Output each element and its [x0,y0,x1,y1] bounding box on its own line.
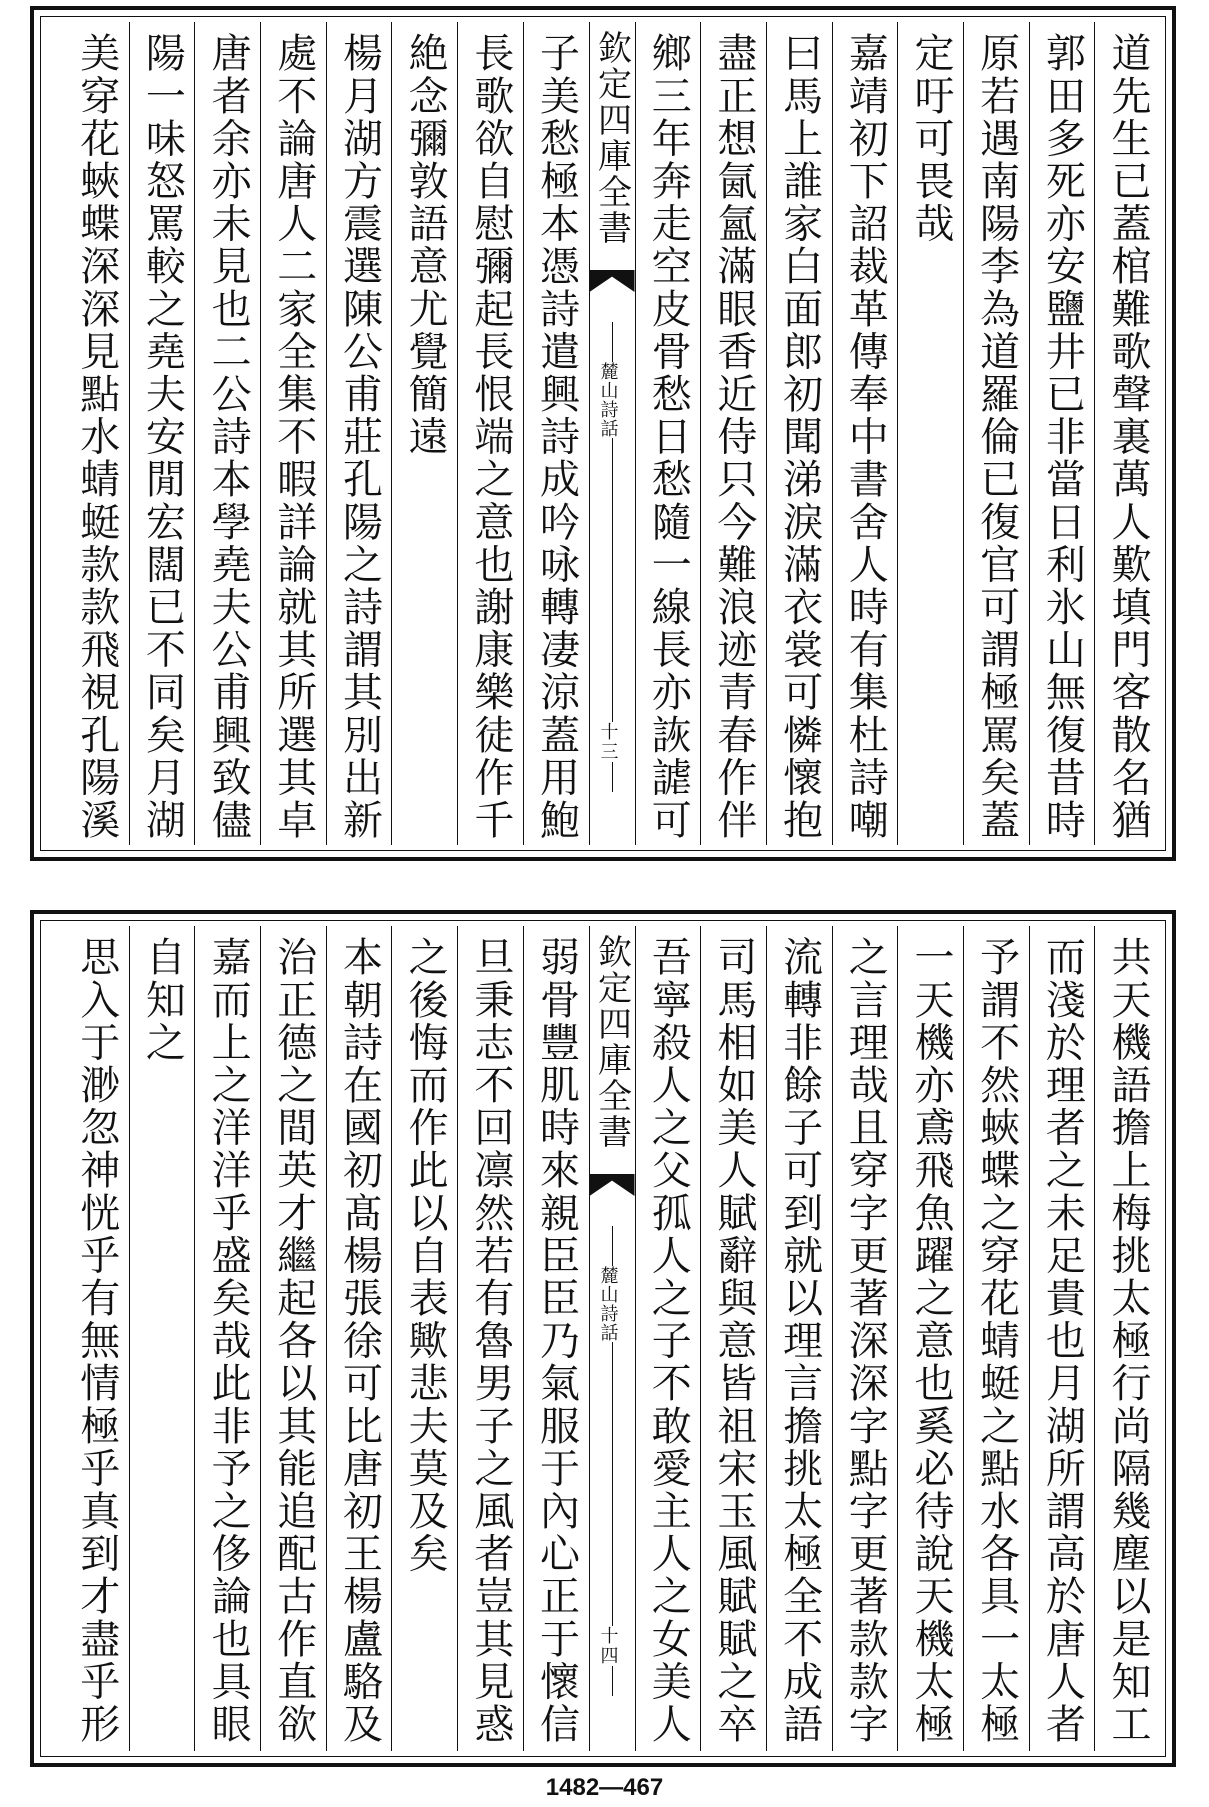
text-column: 定吁可畏哉 [897,22,963,845]
text-column: 之後悔而作此以自表歟悲夫莫及矣 [391,926,457,1751]
page-number: 十三 [597,722,619,762]
text-column: 楊月湖方震選陳公甫莊孔陽之詩謂其別出新 [326,22,392,845]
fish-tail-ornament [590,1174,635,1210]
text-column: 自知之 [129,926,195,1751]
book-title: 麓山詩話 [597,1266,619,1342]
text-column: 絶念彌敦語意尤覺簡遠 [391,22,457,845]
text-column: 陽一味怒罵較之堯夫安閒宏闊已不同矣月湖 [129,22,195,845]
text-column: 予謂不然蛺蝶之穿花蜻蜓之點水各具一太極 [963,926,1029,1751]
page-number: 十四 [597,1626,619,1666]
text-column: 司馬相如美人賦辭與意皆祖宋玉風賦賦之卒 [700,926,766,1751]
text-column: 而淺於理者之未足貴也月湖所謂高於唐人者 [1029,926,1095,1751]
text-column: 郭田多死亦安鹽井已非當日利氷山無復昔時 [1029,22,1095,845]
text-column: 鄉三年奔走空皮骨愁日愁隨一線長亦詼謔可 [635,22,701,845]
text-column: 流轉非餘子可到就以理言擔挑太極全不成語 [766,926,832,1751]
book-title: 麓山詩話 [597,362,619,438]
fish-tail-ornament [590,270,635,306]
text-column: 一天機亦鳶飛魚躍之意也奚必待說天機太極 [897,926,963,1751]
top-leaf [30,6,1176,861]
text-column: 曰馬上誰家白面郎初聞涕淚滿衣裳可憐懷抱 [766,22,832,845]
text-column: 思入于渺忽神恍乎有無情極乎真到才盡乎形 [73,936,120,1746]
text-column: 吾寧殺人之父孤人之子不敢愛主人之女美人 [635,926,701,1751]
text-column: 嘉靖初下詔裁革傳奉中書舍人時有集杜詩嘲 [832,22,898,845]
text-column: 唐者余亦未見也二公詩本學堯夫公甫興致儘 [194,22,260,845]
center-band [589,22,635,845]
text-column: 處不論唐人二家全集不暇詳論就其所選其卓 [260,22,326,845]
bottom-leaf [30,910,1176,1767]
text-column: 治正德之間英才繼起各以其能追配古作直欲 [260,926,326,1751]
series-title: 欽定四庫全書 [591,30,632,246]
text-column: 子美愁極本憑詩遣興詩成吟咏轉凄涼蓋用鮑 [523,22,589,845]
page-code: 1482—467 [545,1774,664,1801]
text-column: 道先生已蓋棺難歌聲裏萬人歎填門客散名猶 [1094,22,1160,845]
bottom-leaf-columns [46,926,1160,1751]
text-column: 弱骨豐肌時來親臣臣乃氣服于內心正于懷信 [523,926,589,1751]
text-column: 盡正想氤氳滿眼香近侍只今難浪迹青春作伴 [700,22,766,845]
top-leaf-columns [46,22,1160,845]
text-column: 之言理哉且穿字更著深深字點字更著款款字 [832,926,898,1751]
text-column: 美穿花蛺蝶深深見點水蜻蜓款款飛視孔陽溪 [73,32,120,842]
text-column: 原若遇南陽李為道羅倫已復官可謂極罵矣蓋 [963,22,1029,845]
center-band [589,926,635,1751]
text-column: 嘉而上之洋洋乎盛矣哉此非予之侈論也具眼 [194,926,260,1751]
text-column: 旦秉志不回凛然若有魯男子之風者豈其見惑 [457,926,523,1751]
series-title: 欽定四庫全書 [591,934,632,1150]
text-column: 長歌欲自慰彌起長恨端之意也謝康樂徒作千 [457,22,523,845]
text-column: 本朝詩在國初髙楊張徐可比唐初王楊盧駱及 [326,926,392,1751]
text-column: 共天機語擔上梅挑太極行尚隔幾塵以是知工 [1094,926,1160,1751]
